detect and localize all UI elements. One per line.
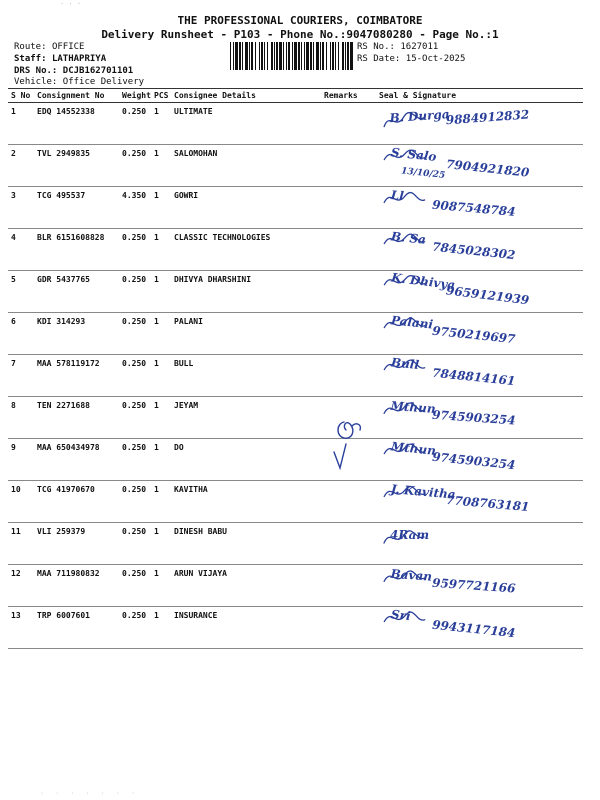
handwritten-signature	[376, 187, 576, 233]
barcode	[230, 42, 354, 70]
table-row	[8, 607, 583, 649]
cell-weight: 4.350	[119, 187, 151, 229]
cell-sno: 3	[8, 187, 34, 229]
handwritten-signature	[376, 355, 576, 401]
cell-pcs: 1	[151, 187, 171, 229]
cell-remarks	[321, 187, 376, 229]
cell-weight: 0.250	[119, 565, 151, 607]
cell-signature	[376, 103, 583, 145]
cell-pcs: 1	[151, 229, 171, 271]
barcode-bar	[288, 42, 290, 70]
handwritten-signature	[376, 607, 576, 653]
cell-signature	[376, 187, 583, 229]
barcode-bar	[279, 42, 282, 70]
col-remarks: Remarks	[321, 89, 376, 103]
barcode-bar	[326, 42, 327, 70]
cell-sno: 11	[8, 523, 34, 565]
col-pcs: PCS	[151, 89, 171, 103]
table-row	[8, 103, 583, 145]
scan-artifact: · · ·	[60, 0, 82, 8]
handwritten-signature	[376, 439, 576, 485]
runsheet-table	[8, 88, 583, 649]
cell-consignment: MAA 578119172	[34, 355, 119, 397]
cell-sno: 10	[8, 481, 34, 523]
cell-consignee: GOWRI	[171, 187, 321, 229]
cell-consignment: KDI 314293	[34, 313, 119, 355]
col-consignment: Consignment No	[34, 89, 119, 103]
cell-sno: 7	[8, 355, 34, 397]
signature-name: S. Salo	[390, 145, 438, 164]
table-row	[8, 565, 583, 607]
cell-sno: 4	[8, 229, 34, 271]
cell-pcs: 1	[151, 607, 171, 649]
cell-pcs: 1	[151, 523, 171, 565]
signature-phone: 9659121939	[445, 283, 530, 308]
cell-signature	[376, 523, 583, 565]
cell-consignee: DO	[171, 439, 321, 481]
signature-name: 4Ram	[390, 528, 430, 542]
handwritten-signature	[376, 145, 576, 191]
cell-remarks	[321, 565, 376, 607]
cell-consignee: PALANI	[171, 313, 321, 355]
barcode-bar	[310, 42, 312, 70]
signature-phone: 9745903254	[431, 449, 517, 473]
barcode-bar	[283, 42, 284, 70]
barcode-bar	[335, 42, 336, 70]
cell-weight: 0.250	[119, 355, 151, 397]
barcode-bar	[294, 42, 297, 70]
barcode-bar	[264, 42, 265, 70]
cell-consignee: ARUN VIJAYA	[171, 565, 321, 607]
barcode-bar	[316, 42, 319, 70]
cell-consignment: MAA 650434978	[34, 439, 119, 481]
table-row	[8, 187, 583, 229]
barcode-bar	[274, 42, 275, 70]
col-consignee: Consignee Details	[171, 89, 321, 103]
handwritten-signature	[376, 229, 576, 275]
cell-pcs: 1	[151, 481, 171, 523]
cell-remarks	[321, 313, 376, 355]
cell-sno: 5	[8, 271, 34, 313]
signature-name: Bavan	[390, 566, 433, 584]
cell-pcs: 1	[151, 397, 171, 439]
barcode-bar	[345, 42, 346, 70]
cell-weight: 0.250	[119, 397, 151, 439]
rs-date-label: RS Date:	[357, 54, 401, 64]
table-row	[8, 313, 583, 355]
vehicle-label: Vehicle:	[14, 77, 58, 87]
barcode-bar	[350, 42, 353, 70]
remarks-check-mark	[330, 412, 380, 472]
rs-date-value: 15-Oct-2025	[405, 54, 466, 64]
cell-signature	[376, 355, 583, 397]
handwritten-signature	[376, 313, 576, 359]
cell-remarks	[321, 229, 376, 271]
rs-no-line	[357, 42, 438, 53]
table-row	[8, 397, 583, 439]
signature-name: Palani	[390, 313, 434, 332]
signature-phone: 9943117184	[431, 617, 517, 641]
barcode-bar	[306, 42, 309, 70]
cell-consignment: TCG 495537	[34, 187, 119, 229]
cell-pcs: 1	[151, 439, 171, 481]
cell-weight: 0.250	[119, 229, 151, 271]
signature-name: Mthun	[390, 439, 437, 458]
cell-weight: 0.250	[119, 481, 151, 523]
barcode-bar	[301, 42, 302, 70]
cell-signature	[376, 271, 583, 313]
cell-consignment: MAA 711980832	[34, 565, 119, 607]
handwritten-signature	[376, 103, 576, 149]
cell-sno: 13	[8, 607, 34, 649]
barcode-bar	[286, 42, 287, 70]
staff-label: Staff:	[14, 54, 47, 64]
cell-consignment: VLI 259379	[34, 523, 119, 565]
rs-date-line	[357, 54, 465, 65]
table-header-row	[8, 89, 583, 103]
barcode-bar	[235, 42, 238, 70]
cell-pcs: 1	[151, 355, 171, 397]
route-line	[14, 42, 84, 53]
cell-sno: 6	[8, 313, 34, 355]
cell-signature	[376, 313, 583, 355]
signature-phone: 7848814161	[431, 365, 517, 389]
drs-line	[14, 66, 133, 77]
col-weight: Weight	[119, 89, 151, 103]
cell-consignment: GDR 5437765	[34, 271, 119, 313]
cell-pcs: 1	[151, 271, 171, 313]
barcode-bar	[276, 42, 278, 70]
route-value: OFFICE	[51, 42, 85, 52]
barcode-bar	[304, 42, 305, 70]
barcode-bar	[332, 42, 334, 70]
cell-weight: 0.250	[119, 103, 151, 145]
cell-consignee: BULL	[171, 355, 321, 397]
cell-weight: 0.250	[119, 313, 151, 355]
vehicle-line	[14, 77, 144, 88]
cell-remarks	[321, 523, 376, 565]
cell-consignee: ULTIMATE	[171, 103, 321, 145]
signature-name: Mthun	[390, 398, 437, 416]
cell-consignment: TVL 2949835	[34, 145, 119, 187]
cell-signature	[376, 229, 583, 271]
signature-phone: 9087548784	[431, 197, 516, 219]
vehicle-value: Office Delivery	[62, 77, 145, 87]
signature-date: 13/10/25	[400, 166, 446, 181]
cell-weight: 0.250	[119, 145, 151, 187]
signature-phone: 9750219697	[431, 323, 517, 347]
signature-phone: 7845028302	[431, 239, 517, 263]
col-sno: S No	[8, 89, 34, 103]
cell-weight: 0.250	[119, 607, 151, 649]
barcode-bar	[320, 42, 321, 70]
drs-value: DCJB162701101	[62, 66, 134, 76]
cell-signature	[376, 565, 583, 607]
table-row	[8, 145, 583, 187]
cell-sno: 8	[8, 397, 34, 439]
cell-sno: 1	[8, 103, 34, 145]
cell-pcs: 1	[151, 565, 171, 607]
cell-pcs: 1	[151, 313, 171, 355]
cell-remarks	[321, 103, 376, 145]
cell-remarks	[321, 607, 376, 649]
cell-consignee: CLASSIC TECHNOLOGIES	[171, 229, 321, 271]
signature-name: Ll	[390, 188, 405, 204]
signature-phone: 9745903254	[431, 407, 516, 428]
signature-name: B. Durga	[389, 107, 451, 126]
cell-consignment: BLR 6151608828	[34, 229, 119, 271]
barcode-bar	[242, 42, 243, 70]
signature-name: Bull	[390, 355, 420, 373]
cell-signature	[376, 481, 583, 523]
handwritten-signature	[376, 565, 576, 611]
handwritten-signature	[376, 481, 576, 527]
scan-artifact: · · · · · · ·	[40, 790, 139, 797]
route-label: Route:	[14, 42, 47, 52]
cell-consignee: SALOMOHAN	[171, 145, 321, 187]
cell-consignee: INSURANCE	[171, 607, 321, 649]
cell-pcs: 1	[151, 103, 171, 145]
barcode-bar	[255, 42, 256, 70]
drs-label: DRS No.:	[14, 66, 58, 76]
table-row	[8, 355, 583, 397]
table-row	[8, 523, 583, 565]
cell-weight: 0.250	[119, 523, 151, 565]
table-row	[8, 229, 583, 271]
cell-consignment: TCG 41970670	[34, 481, 119, 523]
cell-remarks	[321, 355, 376, 397]
barcode-bar	[342, 42, 344, 70]
barcode-bar	[267, 42, 268, 70]
barcode-bar	[245, 42, 248, 70]
cell-consignment: TRP 6007601	[34, 607, 119, 649]
cell-sno: 9	[8, 439, 34, 481]
cell-weight: 0.250	[119, 271, 151, 313]
signature-name: K. Dhivya	[390, 270, 456, 293]
table-row	[8, 439, 583, 481]
cell-consignee: JEYAM	[171, 397, 321, 439]
staff-value: LATHAPRIYA	[51, 54, 107, 64]
barcode-bar	[271, 42, 273, 70]
handwritten-signature	[376, 271, 576, 317]
signature-name: B. Sa	[390, 229, 427, 247]
col-signature: Seal & Signature	[376, 89, 583, 103]
handwritten-signature	[376, 397, 576, 443]
rs-no-label: RS No.:	[357, 42, 395, 52]
barcode-bar	[261, 42, 263, 70]
company-name: THE PROFESSIONAL COURIERS, COIMBATORE	[177, 14, 423, 27]
barcode-bar	[322, 42, 324, 70]
cell-pcs: 1	[151, 145, 171, 187]
signature-phone: 7904921820	[445, 157, 530, 180]
cell-remarks	[321, 481, 376, 523]
barcode-bar	[330, 42, 331, 70]
barcode-bar	[313, 42, 314, 70]
cell-consignee: KAVITHA	[171, 481, 321, 523]
barcode-bar	[233, 42, 234, 70]
barcode-bar	[251, 42, 253, 70]
cell-consignee: DHIVYA DHARSHINI	[171, 271, 321, 313]
cell-signature	[376, 439, 583, 481]
cell-weight: 0.250	[119, 439, 151, 481]
signature-phone: 9597721166	[431, 575, 516, 596]
signature-name: J. Kavitha	[390, 482, 457, 502]
barcode-bar	[292, 42, 293, 70]
cell-remarks	[321, 145, 376, 187]
cell-remarks	[321, 271, 376, 313]
table-row	[8, 271, 583, 313]
cell-signature	[376, 607, 583, 649]
cell-consignee: DINESH BABU	[171, 523, 321, 565]
barcode-bar	[249, 42, 250, 70]
barcode-bar	[259, 42, 260, 70]
cell-signature	[376, 397, 583, 439]
signature-phone: 9884912832	[445, 107, 530, 128]
cell-sno: 12	[8, 565, 34, 607]
signature-phone: 7708763181	[445, 492, 530, 515]
handwritten-signature	[376, 523, 576, 569]
cell-sno: 2	[8, 145, 34, 187]
staff-line	[14, 54, 106, 65]
rs-no-value: 1627011	[400, 42, 439, 52]
cell-signature	[376, 145, 583, 187]
barcode-bar	[230, 42, 231, 70]
table-row	[8, 481, 583, 523]
barcode-bar	[298, 42, 300, 70]
barcode-bar	[347, 42, 349, 70]
runsheet-title: Delivery Runsheet - P103 - Phone No.:9047080280 - Page No.:1	[101, 28, 499, 41]
barcode-bar	[338, 42, 339, 70]
signature-name: Sri	[390, 607, 412, 624]
cell-consignment: TEN 2271688	[34, 397, 119, 439]
barcode-bar	[239, 42, 241, 70]
cell-consignment: EDQ 14552338	[34, 103, 119, 145]
